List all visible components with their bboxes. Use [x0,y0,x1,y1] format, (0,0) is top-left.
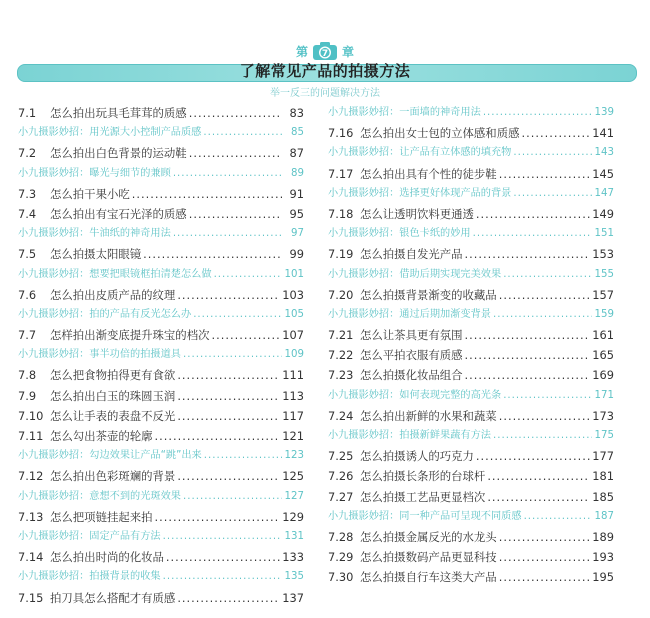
toc-entry-page: 129 [282,509,304,524]
toc-right-column [328,103,614,588]
dot-leader [476,204,590,224]
toc-tip-entry[interactable] [18,305,304,325]
toc-entry[interactable] [18,285,304,305]
toc-entry-label: 小九摄影妙招：银色卡纸的妙用 [328,228,471,240]
toc-entry-label: 怎么把项链挂起来拍 [50,509,153,524]
toc-entry-number: 7.1 [18,106,37,120]
toc-entry-number: 7.5 [18,247,37,262]
toc-entry-page: 161 [592,328,614,343]
dot-leader [524,507,592,527]
toc-entry-page: 153 [592,247,614,262]
toc-tip-entry[interactable] [18,345,304,365]
toc-entry-page: 123 [284,450,304,462]
chapter-header [0,0,650,100]
toc-entry[interactable] [328,123,614,143]
toc-tip-entry[interactable] [328,305,614,325]
camera-icon [312,41,338,61]
toc-entry-label: 怎么拍摄金属反光的水龙头 [360,529,497,544]
toc-entry-label: 怎么勾出茶壶的轮廓 [50,429,153,443]
toc-entry-page: 97 [291,228,304,240]
dot-leader [204,446,282,466]
toc-entry-page: 87 [289,146,304,161]
toc-entry[interactable] [18,143,304,163]
toc-tip-entry[interactable] [328,103,614,123]
dot-leader [155,507,281,527]
toc-entry-label: 怎么拍出玩具毛茸茸的质感 [50,106,187,120]
toc-entry-page: 103 [282,287,304,302]
chapter-subtitle: 举一反三的问题解决方法 [270,88,380,99]
dot-leader [177,386,280,406]
toc-entry-page: 173 [592,408,614,423]
toc-entry-label: 怎么平拍衣服有质感 [360,348,463,363]
dot-leader [203,123,282,143]
toc-entry[interactable] [18,204,304,224]
toc-entry-page: 109 [284,349,304,361]
toc-entry-label: 小九摄影妙招：想要把眼镜框拍清楚怎么做 [18,268,212,280]
toc-entry-number: 7.14 [18,550,44,565]
toc-entry-label: 怎么拍出色彩斑斓的背景 [50,469,176,484]
dot-leader [499,547,591,567]
dot-leader [143,244,282,264]
toc-entry-page: 157 [592,287,614,302]
dot-leader [499,567,591,587]
toc-entry-page: 141 [592,126,614,141]
toc-entry[interactable] [328,466,614,486]
toc-entry-page: 165 [592,348,614,363]
toc-entry-number: 7.7 [18,328,37,343]
toc-entry-label: 怎么拍出白色背景的运动鞋 [50,146,187,161]
toc-entry-number: 7.25 [328,449,354,464]
toc-entry-label: 怎么拍出白玉的珠圆玉润 [50,388,176,403]
toc-entry-page: 101 [284,268,304,280]
toc-entry-page: 95 [289,206,304,221]
toc-entry-page: 85 [291,127,304,139]
toc-entry-number: 7.28 [328,529,354,544]
toc-entry-page: 177 [592,449,614,464]
toc-entry-number: 7.23 [328,368,354,383]
toc-entry-number: 7.22 [328,348,354,363]
toc-entry-number: 7.26 [328,469,354,484]
dot-leader [499,527,591,547]
toc-entry-label: 小九摄影妙招：意想不到的光斑效果 [18,490,181,502]
toc-entry-page: 117 [282,408,304,423]
toc-entry-label: 怎么拍出女士包的立体感和质感 [360,126,520,141]
toc-tip-entry[interactable] [18,446,304,466]
toc-entry[interactable] [328,446,614,466]
toc-tip-entry[interactable] [18,527,304,547]
toc-entry[interactable] [18,103,304,123]
dot-leader [465,244,591,264]
toc-entry-number: 7.29 [328,550,354,565]
dot-leader [465,325,591,345]
dot-leader [177,466,280,486]
toc-entry-label: 小九摄影妙招：用光源大小控制产品质感 [18,127,202,139]
dot-leader [473,224,592,244]
toc-entry-page: 107 [282,328,304,343]
toc-entry-page: 131 [284,530,304,542]
toc-entry-label: 怎么拍干果小吃 [50,186,130,201]
toc-entry[interactable] [18,547,304,567]
toc-entry-page: 105 [284,308,304,320]
toc-entry[interactable] [328,567,614,587]
dot-leader [189,143,282,163]
toc-entry-number: 7.15 [18,590,44,605]
toc-entry-page: 169 [592,368,614,383]
toc-entry-page: 111 [282,368,304,383]
toc-entry-label: 怎么让茶具更有氛围 [360,328,463,343]
toc-entry-number: 7.12 [18,469,44,484]
dot-leader [177,406,280,426]
toc-entry-number: 7.11 [18,429,44,443]
toc-entry[interactable] [328,365,614,385]
dot-leader [503,265,592,285]
toc-entry-label: 怎么拍摄太阳眼镜 [50,247,142,262]
dot-leader [155,426,281,446]
chapter-suffix: 章 [342,44,355,59]
toc-entry-page: 185 [592,489,614,504]
dot-leader [493,305,592,325]
toc-entry-number: 7.21 [328,328,354,343]
toc-entry-page: 83 [289,106,304,120]
toc-entry[interactable] [18,466,304,486]
toc-tip-entry[interactable] [328,507,614,527]
chapter-title: 了解常见产品的拍摄方法 [239,62,411,80]
toc-entry-label: 怎么让手表的表盘不反光 [50,408,176,423]
dot-leader [513,143,592,163]
toc-entry-number: 7.3 [18,186,37,201]
toc-entry-page: 135 [284,571,304,583]
toc-entry-label: 怎么拍出具有个性的徒步鞋 [360,166,497,181]
dot-leader [483,103,592,123]
toc-entry-page: 187 [594,510,614,522]
toc-entry-label: 怎样拍出渐变底提升珠宝的档次 [50,328,210,343]
toc-entry-number: 7.4 [18,206,37,221]
toc-entry[interactable] [328,406,614,426]
toc-entry-number: 7.17 [328,166,354,181]
dot-leader [211,325,280,345]
toc-entry-label: 小九摄影妙招：借助后期实现完美效果 [328,268,502,280]
toc-entry-page: 139 [594,107,614,118]
toc-tip-entry[interactable] [18,224,304,244]
toc-entry-page: 143 [594,147,614,159]
toc-entry-page: 189 [592,529,614,544]
toc-entry[interactable] [18,244,304,264]
toc-entry-page: 147 [594,187,614,199]
toc-entry[interactable] [18,365,304,385]
toc-entry[interactable] [328,244,614,264]
dot-leader [193,305,282,325]
toc-entry-label: 怎么拍出时尚的化妆品 [50,550,164,565]
dot-leader [499,164,591,184]
toc-entry-label: 小九摄影妙招：拍摄背景的收集 [18,571,161,583]
toc-entry-page: 155 [594,268,614,280]
toc-entry-label: 小九摄影妙招：勾边效果让产品“跳”出来 [18,450,202,462]
toc-entry-page: 159 [594,308,614,320]
toc-entry-page: 195 [592,570,614,585]
toc-entry-number: 7.2 [18,146,37,161]
toc-entry-label: 小九摄影妙招：牛油纸的神奇用法 [18,228,171,240]
toc-entry[interactable] [18,325,304,345]
dot-leader [487,487,590,507]
toc-entry-page: 121 [282,429,304,443]
toc-entry-number: 7.18 [328,206,354,221]
dot-leader [177,588,280,608]
dot-leader [173,164,282,184]
dot-leader [214,265,282,285]
toc-entry-label: 小九摄影妙招：曝光与细节的兼顾 [18,167,171,179]
dot-leader [499,285,591,305]
toc-entry-label: 怎么拍出皮质产品的纹理 [50,287,176,302]
toc-entry-label: 怎么拍摄化妆品组合 [360,368,463,383]
toc-entry-number: 7.20 [328,287,354,302]
toc-entry-number: 7.6 [18,287,37,302]
dot-leader [183,487,282,507]
dot-leader [487,466,590,486]
toc-entry[interactable] [328,547,614,567]
toc-entry-page: 193 [592,550,614,565]
toc-tip-entry[interactable] [18,567,304,587]
toc-entry-page: 113 [282,388,304,403]
toc-entry-number: 7.10 [18,408,44,423]
toc-tip-entry[interactable] [18,487,304,507]
chapter-prefix: 第 [295,44,308,59]
toc-entry-label: 怎么拍出新鲜的水果和蔬菜 [360,408,497,423]
toc-entry-label: 小九摄影妙招：选择更好体现产品的背景 [328,187,512,199]
toc-entry-label: 小九摄影妙招：拍的产品有反光怎么办 [18,308,192,320]
toc-entry[interactable] [328,285,614,305]
dot-leader [132,184,282,204]
toc-entry-number: 7.24 [328,408,354,423]
toc-entry[interactable] [18,588,304,608]
toc-tip-entry[interactable] [328,426,614,446]
toc-entry-label: 怎么拍摄长条形的台球杆 [360,469,486,484]
toc-entry-page: 91 [289,186,304,201]
toc-entry-number: 7.13 [18,509,44,524]
toc-entry-label: 怎么拍摄工艺品更显档次 [360,489,486,504]
toc-entry-page: 137 [282,590,304,605]
chapter-number: 7 [321,48,329,59]
toc-tip-entry[interactable] [328,224,614,244]
toc-entry[interactable] [18,184,304,204]
toc-entry[interactable] [328,527,614,547]
toc-tip-entry[interactable] [328,143,614,163]
toc-entry-page: 127 [284,490,304,502]
toc-entry[interactable] [328,325,614,345]
chapter-label [0,40,650,62]
toc-entry-label: 小九摄影妙招：一面墙的神奇用法 [328,107,481,118]
toc-entry-page: 145 [592,166,614,181]
toc-entry[interactable] [18,426,304,446]
toc-entry-label: 小九摄影妙招：固定产品有方法 [18,530,161,542]
toc-entry[interactable] [328,164,614,184]
dot-leader [465,345,591,365]
toc-entry-label: 怎么拍摄诱人的巧克力 [360,449,474,464]
toc-entry-label: 怎么拍摄数码产品更显科技 [360,550,497,565]
toc-entry-page: 175 [594,430,614,441]
toc-entry-page: 125 [282,469,304,484]
dot-leader [513,184,592,204]
toc-tip-entry[interactable] [18,123,304,143]
toc-entry-label: 小九摄影妙招：事半功倍的拍摄道具 [18,349,181,361]
toc-entry-label: 小九摄影妙招：如何表现完整的高光条 [328,389,502,401]
toc-entry-number: 7.8 [18,368,37,383]
toc-entry-label: 怎么拍摄背景渐变的收藏品 [360,287,497,302]
toc-entry-label: 怎么拍摄自行车这类大产品 [360,570,497,585]
toc-entry-page: 133 [282,550,304,565]
dot-leader [189,204,282,224]
toc-entry-page: 171 [594,389,614,401]
toc-entry-page: 149 [592,206,614,221]
toc-entry-label: 怎么拍出有宝石光泽的质感 [50,206,187,221]
toc-entry[interactable] [328,345,614,365]
dot-leader [183,345,282,365]
toc-entry[interactable] [18,507,304,527]
toc-entry-label: 拍刀具怎么搭配才有质感 [50,590,176,605]
toc-entry-number: 7.30 [328,570,354,585]
toc-left-column [18,103,304,608]
toc-entry-number: 7.27 [328,489,354,504]
toc-entry-label: 小九摄影妙招：让产品有立体感的填充物 [328,147,512,159]
toc-tip-entry[interactable] [328,184,614,204]
toc-entry-label: 小九摄影妙招：通过后期加渐变背景 [328,308,491,320]
dot-leader [493,426,592,446]
toc-entry[interactable] [328,204,614,224]
toc-entry-number: 7.19 [328,247,354,262]
toc-entry-page: 151 [594,228,614,240]
toc-tip-entry[interactable] [18,265,304,285]
dot-leader [465,365,591,385]
toc-entry-page: 89 [291,167,304,179]
toc-entry-label: 怎么让透明饮料更通透 [360,206,474,221]
toc-entry-label: 小九摄影妙招：拍摄新鲜果蔬有方法 [328,430,491,441]
dot-leader [499,406,591,426]
dot-leader [177,285,280,305]
toc-entry[interactable] [328,487,614,507]
toc-entry-page: 181 [592,469,614,484]
dot-leader [163,567,282,587]
dot-leader [503,386,592,406]
dot-leader [173,224,282,244]
toc-entry[interactable] [18,406,304,426]
toc-entry-page: 99 [289,247,304,262]
dot-leader [189,103,282,123]
toc-entry-number: 7.9 [18,388,37,403]
toc-entry-number: 7.16 [328,126,354,141]
dot-leader [476,446,590,466]
toc-tip-entry[interactable] [328,265,614,285]
dot-leader [177,365,280,385]
dot-leader [166,547,280,567]
toc-entry-label: 怎么拍摄自发光产品 [360,247,463,262]
toc-entry-label: 怎么把食物拍得更有食欲 [50,368,176,383]
toc-tip-entry[interactable] [18,164,304,184]
dot-leader [163,527,282,547]
dot-leader [521,123,590,143]
toc-tip-entry[interactable] [328,386,614,406]
toc-entry-label: 小九摄影妙招：同一种产品可呈现不同质感 [328,510,522,522]
toc-entry[interactable] [18,386,304,406]
